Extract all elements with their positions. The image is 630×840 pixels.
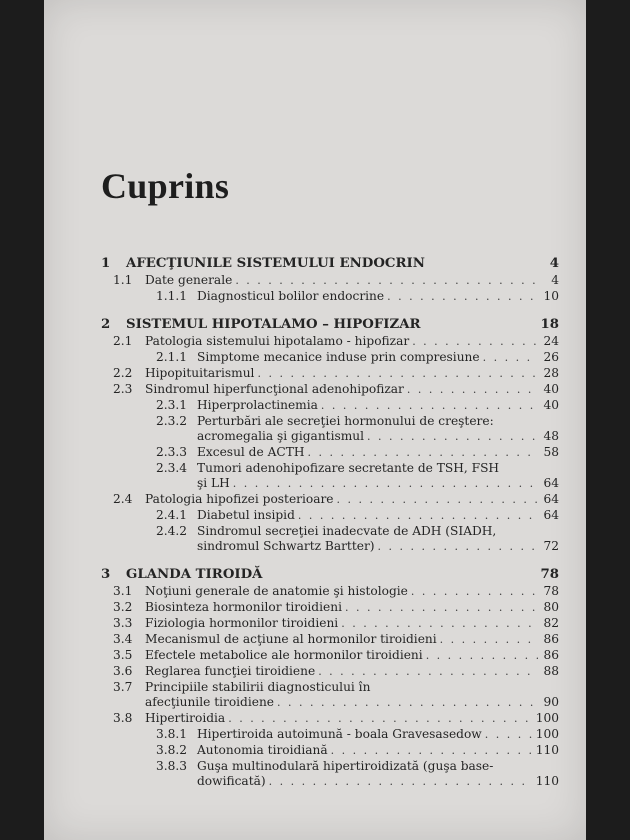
leader-dots: [341, 616, 538, 631]
toc-entry-title: GLANDA TIROIDĂ: [126, 567, 263, 582]
toc-entry-page: 4: [551, 273, 559, 287]
toc-entry-number: 2.4.1: [156, 508, 188, 522]
toc-entry-title: Perturbări ale secreţiei hormonului de creştere:: [197, 414, 494, 428]
toc-entry-title: Diagnosticul bolilor endocrine: [197, 289, 385, 303]
toc-entry-page: 80: [543, 600, 559, 614]
toc-entry-title: Fiziologia hormonilor tiroidieni: [145, 616, 339, 630]
toc-entry-title: afecţiunile tiroidiene: [145, 695, 275, 709]
toc-entry-title: Efectele metabolice ale hormonilor tiroidieni: [145, 648, 423, 662]
toc-entry-page: 110: [535, 743, 559, 757]
toc-entry-number: 3.3: [113, 616, 133, 630]
toc-entry: [101, 584, 559, 599]
toc-entry-title: Biosinteza hormonilor tiroidieni: [145, 600, 342, 614]
toc-entry: [101, 567, 559, 583]
toc-entry-number: 3.1: [113, 584, 133, 598]
toc-entry-page: 10: [543, 289, 559, 303]
toc-entry: [101, 445, 559, 460]
toc-entry: [101, 664, 559, 679]
toc-entry: [101, 680, 559, 710]
toc-entry-page: 86: [543, 648, 559, 662]
leader-dots: [318, 664, 538, 679]
toc-entry-page: 48: [543, 429, 559, 443]
toc-entry-title: Date generale: [145, 273, 233, 287]
leader-dots: [387, 289, 538, 304]
toc-entry-title: acromegalia şi gigantismul: [197, 429, 365, 443]
toc-entry-page: 82: [543, 616, 559, 630]
toc-entry-title: Principiile stabilirii diagnosticului în: [145, 680, 371, 694]
toc-entry-number: 2.2: [113, 366, 133, 380]
toc-entry-page: 40: [543, 382, 559, 396]
toc-entry-number: 2.3.3: [156, 445, 188, 459]
toc-entry-page: 90: [543, 695, 559, 709]
toc-entry-page: 26: [543, 350, 559, 364]
toc-entry-title: Patologia sistemului hipotalamo - hipofizar: [145, 334, 410, 348]
toc-entry-page: 18: [540, 317, 559, 332]
toc-entry-page: 28: [543, 366, 559, 380]
toc-entry: [101, 461, 559, 491]
toc-entry-title: sindromul Schwartz Bartter): [197, 539, 375, 553]
toc-entry-number: 3.4: [113, 632, 133, 646]
leader-dots: [426, 648, 538, 663]
toc-entry-title: Autonomia tiroidiană: [197, 743, 328, 757]
toc-entry-title: SISTEMUL HIPOTALAMO – HIPOFIZAR: [126, 317, 421, 332]
toc-entry-number: 3: [101, 567, 111, 582]
toc-entry-number: 2.4.2: [156, 524, 188, 538]
toc-entry-page: 58: [543, 445, 559, 459]
leader-dots: [331, 743, 533, 758]
toc-entry-number: 2.3: [113, 382, 133, 396]
toc-entry-number: 3.8: [113, 711, 133, 725]
toc-entry-title: dowificată): [197, 774, 266, 788]
toc-entry-page: 86: [543, 632, 559, 646]
toc-entry-number: 3.8.3: [156, 759, 188, 773]
leader-dots: [440, 632, 538, 647]
toc-entry-number: 2.3.1: [156, 398, 188, 412]
toc-entry: [101, 648, 559, 663]
toc-entry-title: Hiperprolactinemia: [197, 398, 318, 412]
toc-entry: [101, 492, 559, 507]
leader-dots: [257, 366, 538, 381]
toc-entry: [101, 334, 559, 349]
toc-entry-title: Hipertiroidia: [145, 711, 226, 725]
toc-entry: [101, 414, 559, 444]
leader-dots: [233, 476, 538, 491]
toc-entry: [101, 256, 559, 272]
toc-entry-page: 24: [543, 334, 559, 348]
table-of-contents: [101, 256, 559, 789]
toc-entry: [101, 759, 559, 789]
toc-entry: [101, 711, 559, 726]
toc-entry: [101, 727, 559, 742]
toc-entry-number: 2.3.2: [156, 414, 188, 428]
toc-entry-number: 2.1.1: [156, 350, 188, 364]
toc-entry: [101, 524, 559, 554]
toc-entry-number: 3.6: [113, 664, 133, 678]
toc-entry-number: 2.4: [113, 492, 133, 506]
leader-dots: [269, 774, 533, 789]
toc-entry: [101, 632, 559, 647]
toc-entry-number: 2: [101, 317, 111, 332]
toc-entry-title: Hipopituitarismul: [145, 366, 255, 380]
toc-entry-page: 88: [543, 664, 559, 678]
toc-entry-page: 72: [543, 539, 559, 553]
toc-entry-title: Sindromul hiperfuncţional adenohipofizar: [145, 382, 404, 396]
leader-dots: [483, 350, 538, 365]
toc-entry-title: şi LH: [197, 476, 230, 490]
toc-entry-page: 64: [543, 492, 559, 506]
toc-entry-title: AFECŢIUNILE SISTEMULUI ENDOCRIN: [126, 256, 425, 271]
toc-entry: [101, 317, 559, 333]
toc-entry: [101, 366, 559, 381]
book-page: [44, 0, 586, 840]
toc-entry-page: 110: [535, 774, 559, 788]
toc-entry-page: 64: [543, 476, 559, 490]
toc-entry-number: 3.5: [113, 648, 133, 662]
leader-dots: [485, 727, 533, 742]
leader-dots: [307, 445, 538, 460]
toc-entry: [101, 600, 559, 615]
toc-entry-page: 78: [540, 567, 559, 582]
toc-entry: [101, 398, 559, 413]
leader-dots: [411, 584, 538, 599]
leader-dots: [407, 382, 538, 397]
toc-entry-title: Mecanismul de acţiune al hormonilor tiroidieni: [145, 632, 437, 646]
leader-dots: [228, 711, 533, 726]
toc-entry-page: 100: [535, 727, 559, 741]
toc-entry-number: 3.2: [113, 600, 133, 614]
toc-entry: [101, 508, 559, 523]
leader-dots: [378, 539, 538, 554]
leader-dots: [367, 429, 538, 444]
toc-entry-title: Noţiuni generale de anatomie şi histologie: [145, 584, 408, 598]
toc-entry-title: Patologia hipofizei posterioare: [145, 492, 334, 506]
leader-dots: [235, 273, 538, 288]
leader-dots: [412, 334, 538, 349]
leader-dots: [298, 508, 538, 523]
toc-entry-number: 3.7: [113, 680, 133, 694]
toc-entry: [101, 273, 559, 288]
toc-entry-page: 40: [543, 398, 559, 412]
toc-entry-number: 3.8.2: [156, 743, 188, 757]
toc-entry-title: Excesul de ACTH: [197, 445, 305, 459]
leader-dots: [337, 492, 538, 507]
toc-entry-title: Sindromul secreţiei inadecvate de ADH (SIADH,: [197, 524, 497, 538]
leader-dots: [321, 398, 538, 413]
page-title: Cuprins: [101, 166, 230, 206]
toc-entry-title: Reglarea funcţiei tiroidiene: [145, 664, 316, 678]
toc-entry-number: 1.1: [113, 273, 133, 287]
toc-entry-number: 3.8.1: [156, 727, 188, 741]
toc-entry-title: Hipertiroida autoimună - boala Gravesasedow: [197, 727, 482, 741]
toc-entry-number: 1.1.1: [156, 289, 188, 303]
toc-entry-title: Diabetul insipid: [197, 508, 295, 522]
toc-entry: [101, 350, 559, 365]
toc-entry-page: 64: [543, 508, 559, 522]
toc-entry-number: 2.1: [113, 334, 133, 348]
toc-entry: [101, 616, 559, 631]
toc-entry-page: 100: [535, 711, 559, 725]
toc-entry-number: 1: [101, 256, 111, 271]
toc-entry-page: 78: [543, 584, 559, 598]
toc-entry: [101, 382, 559, 397]
toc-entry-title: Simptome mecanice induse prin compresiune: [197, 350, 480, 364]
leader-dots: [345, 600, 538, 615]
toc-entry-title: Guşa multinodulară hipertiroidizată (guşa base-: [197, 759, 494, 773]
toc-entry: [101, 743, 559, 758]
toc-entry: [101, 289, 559, 304]
leader-dots: [277, 695, 538, 710]
toc-entry-title: Tumori adenohipofizare secretante de TSH, FSH: [197, 461, 500, 475]
toc-entry-number: 2.3.4: [156, 461, 188, 475]
toc-entry-page: 4: [549, 256, 559, 271]
